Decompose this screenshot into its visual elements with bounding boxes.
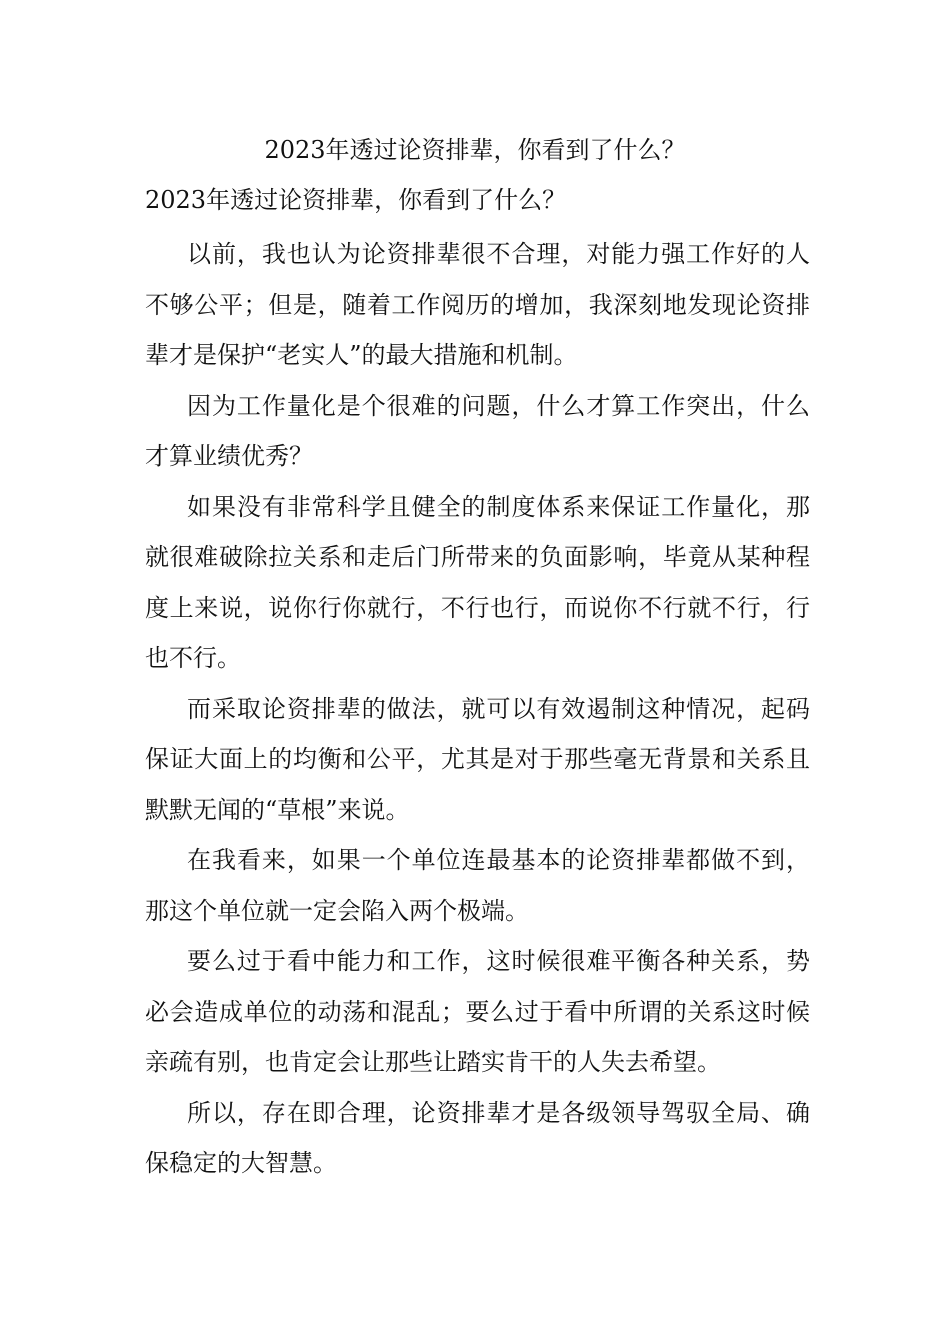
paragraph-7: 所以，存在即合理，论资排辈才是各级领导驾驭全局、确保稳定的大智慧。 bbox=[145, 1098, 810, 1177]
paragraph-1: 以前，我也认为论资排辈很不合理，对能力强工作好的人不够公平；但是，随着工作阅历的增加，我深刻地发现论资排辈才是保护“老实人”的最大措施和机制。 bbox=[145, 240, 810, 369]
paragraph-5: 在我看来，如果一个单位连最基本的论资排辈都做不到，那这个单位就一定会陷入两个极端。 bbox=[145, 846, 810, 925]
paragraph-3: 如果没有非常科学且健全的制度体系来保证工作量化，那就很难破除拉关系和走后门所带来的负面影响，毕竟从某种程度上来说，说你行你就行，不行也行，而说你不行就不行，行也不行。 bbox=[145, 492, 810, 672]
document-subtitle: 2023年透过论资排辈，你看到了什么？ bbox=[145, 186, 567, 214]
paragraph-4: 而采取论资排辈的做法，就可以有效遏制这种情况，起码保证大面上的均衡和公平，尤其是对于那些毫无背景和关系且默默无闻的“草根”来说。 bbox=[145, 694, 810, 824]
document-body bbox=[145, 229, 810, 1189]
paragraph-2: 因为工作量化是个很难的问题，什么才算工作突出，什么才算业绩优秀？ bbox=[145, 391, 810, 470]
paragraph-6: 要么过于看中能力和工作，这时候很难平衡各种关系，势必会造成单位的动荡和混乱；要么过于看中所谓的关系这时候亲疏有别，也肯定会让那些让踏实肯干的人失去希望。 bbox=[145, 947, 810, 1076]
document-title: 2023年透过论资排辈，你看到了什么？ bbox=[264, 136, 686, 164]
